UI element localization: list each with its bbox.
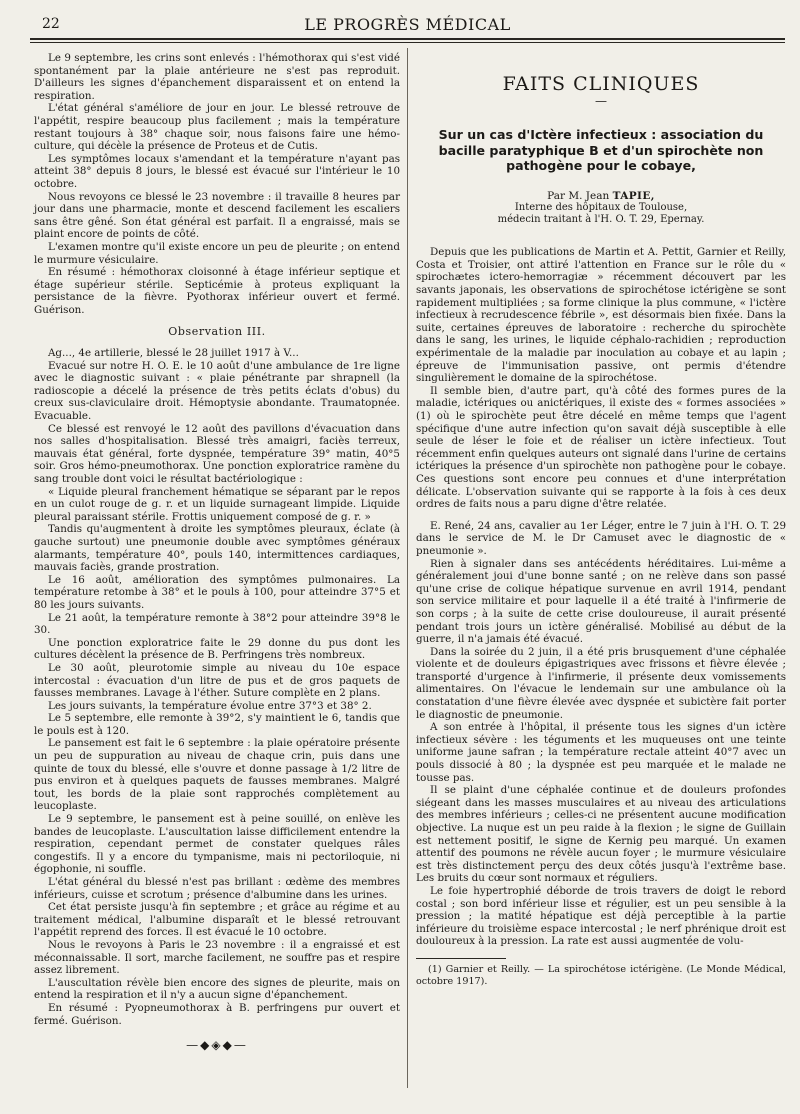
- section-title: FAITS CLINIQUES: [502, 73, 700, 95]
- paragraph: Nous le revoyons à Paris le 23 novembre : il a engraissé et est méconnaissable. Il sort, marche facilement, ne souffre pas et respire assez librement.: [34, 938, 400, 977]
- article-author: [416, 190, 786, 203]
- paragraph: E. René, 24 ans, cavalier au 1er Léger, entre le 7 juin à l'H. O. T. 29 dans le service de M. le Dr Camuset avec le diagnostic de « pneumonie ».: [416, 519, 786, 557]
- paragraph: Une ponction exploratrice faite le 29 donne du pus dont les cultures décèlent la présence de B. Perfringens très nombreux.: [34, 636, 400, 662]
- affiliation-line-2: médecin traitant à l'H. O. T. 29, Epernay.: [497, 214, 705, 226]
- paragraph: Le 9 septembre, les crins sont enlevés : l'hémothorax qui s'est vidé spontanément par la plaie antérieure ne s'est pas reproduit. D'ailleurs les signes d'épanchement disparaissent et on entend la respiration.: [34, 52, 400, 102]
- paragraph: Le 30 août, pleurotomie simple au niveau du 10e espace intercostal : évacuation d'un litre de pus et de gros paquets de fausses membranes. Lavage à l'éther. Suture complète en 2 plans.: [34, 661, 400, 700]
- journal-title: LE PROGRÈS MÉDICAL: [304, 15, 511, 34]
- author-name: TAPIE,: [612, 189, 655, 202]
- paragraph: L'auscultation révèle bien encore des signes de pleurite, mais on entend la respiration et il n'y a aucun signe d'épanchement.: [34, 976, 400, 1002]
- left-paragraphs-a: [34, 52, 400, 316]
- paragraph: L'état général s'améliore de jour en jour. Le blessé retrouve de l'appétit, respire beaucoup plus facilement ; mais la température restant toujours à 38° chaque soir, nous faisons faire une hémo-culture, qui décèle la présence de Proteus et de Cutis.: [34, 102, 400, 153]
- paragraph: Cet état persiste jusqu'à fin septembre ; et grâce au régime et au traitement médical, l'albumine disparaît et le blessé retrouvant l'appétit reprend des forces. Il est évacué le 10 octobre.: [34, 901, 400, 939]
- paragraph: Rien à signaler dans ses antécédents héréditaires. Lui-même a généralement joui d'une bonne santé ; on ne relève dans son passé qu'une crise de colique hépatique survenue en avril 1914, pendant son service militaire et pour laquelle il a été traité à l'infirmerie de son corps ; à la suite de cette crise douloureuse, il aurait présenté pendant trois jours un ictère généralisé. Mobilisé au début de la guerre, il n'a jamais été évacué.: [416, 557, 786, 646]
- paragraph: Le 9 septembre, le pansement est à peine souillé, on enlève les bandes de leucoplaste. L'auscultation laisse difficilement entendre la respiration, cependant permet de constater quelques râles congestifs. Il y a encore du tympanisme, mais ni pectoriloquie, ni égophonie, ni souffle.: [34, 813, 400, 876]
- left-column: [34, 52, 400, 1052]
- paragraph: En résumé : hémothorax cloisonné à étage inférieur septique et étage supérieur stérile. Septicémie à proteus expliquant la persistance de la fièvre. Pyothorax inférieur ouvert et fermé. Guérison.: [34, 266, 400, 316]
- author-affiliation: [416, 202, 786, 226]
- affiliation-line-1: Interne des hôpitaux de Toulouse,: [514, 202, 688, 214]
- paragraph: Ce blessé est renvoyé le 12 août des pavillons d'évacuation dans nos salles d'hospitalisation. Blessé très amaigri, faciès terreux, mauvais état général, forte dyspnée, température 39° matin, 40°5 soir. Gros hémo-pneumothorax. Une ponction exploratrice ramène du sang trouble dont voici le résultat bactériologique :: [34, 422, 400, 485]
- right-column: [416, 58, 786, 988]
- paragraph: En résumé : Pyopneumothorax à B. perfringens pur ouvert et fermé. Guérison.: [34, 1001, 400, 1027]
- page-header: [30, 12, 785, 38]
- paragraph: L'examen montre qu'il existe encore un peu de pleurite ; on entend le murmure vésiculaire.: [34, 240, 400, 266]
- paragraph: Il semble bien, d'autre part, qu'à côté des formes pures de la maladie, ictériques ou anictériques, il existe des « formes associées » (1) où le spirochète peut être décelé en même temps que l'agent spécifique d'une autre infection qu'on savait déjà susceptible à elle seule de léser le foie et de réaliser un ictère infectieux. Tout récemment enfin quelques auteurs ont signalé dans l'urine de certains ictériques la présence d'un spirochète non pathogène pour le cobaye. Ces questions sont encore peu connues et d'une interprétation délicate. L'observation suivante qui se rapporte à la fois à ces deux ordres de faits nous a paru digne d'être relatée.: [416, 384, 786, 511]
- paragraph: Le pansement est fait le 6 septembre : la plaie opératoire présente un peu de suppuration au niveau de chaque crin, puis dans une quinte de toux du blessé, elle s'ouvre et donne passage à 1/2 litre de pus environ et à quelques paquets de fausses membranes. Malgré tout, les bords de la plaie sont rapprochés complètement au leucoplaste.: [34, 737, 400, 813]
- article-title: Sur un cas d'Ictère infectieux : association du bacille paratyphique B et d'un spirochète non pathogène pour le cobaye,: [438, 127, 764, 174]
- paragraph: Tandis qu'augmentent à droite les symptômes pleuraux, éclate (à gauche surtout) une pneumonie double avec symptômes généraux alarmants, température 40°, pouls 140, intermittences cardiaques, mauvais faciès, grande prostration.: [34, 523, 400, 574]
- paragraph: Depuis que les publications de Martin et A. Pettit, Garnier et Reilly, Costa et Troisier, ont attiré l'attention en France sur le rôle du « spirochætes ictero-hemorragiæ » récemment découvert par les savants japonais, les observations de spirochétose ictérigène se sont rapidement multipliées ; sa forme clinique la plus commune, « l'ictère infectieux à recrudescence fébrile », est désormais bien fixée. Dans la suite, certaines épreuves de laboratoire : recherche du spirochète dans le sang, les urines, le liquide céphalo-rachidien ; reproduction expérimentale de la maladie par inoculation au cobaye et au lapin ; épreuve de l'immunisation passive, ont permis d'étendre singulièrement le domaine de la spirochétose.: [416, 246, 786, 385]
- paragraph: Le foie hypertrophié déborde de trois travers de doigt le rebord costal ; son bord inférieur lisse et régulier, est un peu sensible à la pression ; la matité hépatique est déjà perceptible à la partie inférieure du troisième espace intercostal ; le nerf phrénique droit est douloureux à la pression. La rate est aussi augmentée de volu-: [416, 884, 786, 948]
- paragraph: Le 21 août, la température remonte à 38°2 pour atteindre 39°8 le 30.: [34, 611, 400, 637]
- paragraph: Ag..., 4e artillerie, blessé le 28 juillet 1917 à V...: [48, 347, 299, 360]
- paragraph: Evacué sur notre H. O. E. le 10 août d'une ambulance de 1re ligne avec le diagnostic suivant : « plaie pénétrante par shrapnell (la radioscopie a décelé la présence de très petits éclats d'obus) du creux sus-claviculaire droit. Hémoptysie abondante. Traumatopnée. Evacuable.: [34, 359, 400, 423]
- header-rule: [30, 38, 785, 40]
- paragraph: Les jours suivants, la température évolue entre 37°3 et 38° 2.: [48, 699, 372, 712]
- paragraph: « Liquide pleural franchement hématique se séparant par le repos en un culot rouge de g. r. et un liquide surnageant limpide. Liquide pleural paraissant stérile. Frottis uniquement composé de g. r. »: [34, 485, 400, 523]
- author-prefix: Par M. Jean: [547, 189, 610, 202]
- paragraph: Il se plaint d'une céphalée continue et de douleurs profondes siégeant dans les masses musculaires et au niveau des articulations des membres inférieurs ; celles-ci ne présentent aucune modification objective. La nuque est un peu raide à la flexion ; le signe de Guillain est nettement positif, le signe de Kernig peu marqué. Un examen attentif des poumons ne révèle aucun foyer ; le murmure vésiculaire est très distinctement perçu des deux côtés jusqu'à l'extrême base. Les bruits du cœur sont normaux et réguliers.: [416, 784, 786, 885]
- ornament-divider: —◆◈◆—: [186, 1038, 248, 1053]
- section-dash: —: [595, 93, 607, 108]
- right-paragraphs-b: [416, 520, 786, 948]
- column-divider: [407, 48, 408, 1088]
- paragraph: Nous revoyons ce blessé le 23 novembre : il travaille 8 heures par jour dans une pharmacie, monte et descend facilement les escaliers sans être gêné. Son état général est parfait. Il a engraissé, mais se plaint encore de points de côté.: [34, 190, 400, 241]
- left-paragraphs-b: [34, 347, 400, 1027]
- paragraph: Le 5 septembre, elle remonte à 39°2, s'y maintient le 6, tandis que le pouls est à 120.: [34, 712, 400, 737]
- observation-heading: Observation III.: [168, 325, 266, 339]
- paragraph: Dans la soirée du 2 juin, il a été pris brusquement d'une céphalée violente et de douleurs épigastriques avec frissons et fièvre élevée ; transporté d'urgence à l'infirmerie, il présente deux vomissements alimentaires. On l'évacue le lendemain sur une ambulance où la constatation d'une fièvre élevée avec dyspnée et subictère fait porter le diagnostic de pneumonie.: [416, 645, 786, 721]
- footnote: (1) Garnier et Reilly. — La spirochétose ictérigène. (Le Monde Médical, octobre 1917).: [416, 963, 786, 987]
- footnote-rule: [416, 958, 506, 959]
- paragraph: Le 16 août, amélioration des symptômes pulmonaires. La température retombe à 38° et le pouls à 100, pour atteindre 37°5 et 80 les jours suivants.: [34, 573, 400, 611]
- header-rule-thin: [30, 42, 785, 43]
- page-number: 22: [42, 16, 60, 32]
- paragraph: L'état général du blessé n'est pas brillant : œdème des membres inférieurs, cuisse et scrotum ; présence d'albumine dans les urines.: [34, 876, 400, 901]
- paragraph: Les symptômes locaux s'amendant et la température n'ayant pas atteint 38° depuis 8 jours, le blessé est évacué sur l'intérieur le 10 octobre.: [34, 152, 400, 190]
- paragraph: A son entrée à l'hôpital, il présente tous les signes d'un ictère infectieux sévère : les téguments et les muqueuses ont une teinte uniforme jaune safran ; la température rectale atteint 40°7 avec un pouls dissocié à 80 ; la dyspnée est peu marquée et le malade ne tousse pas.: [416, 721, 786, 784]
- right-paragraphs-a: [416, 246, 786, 510]
